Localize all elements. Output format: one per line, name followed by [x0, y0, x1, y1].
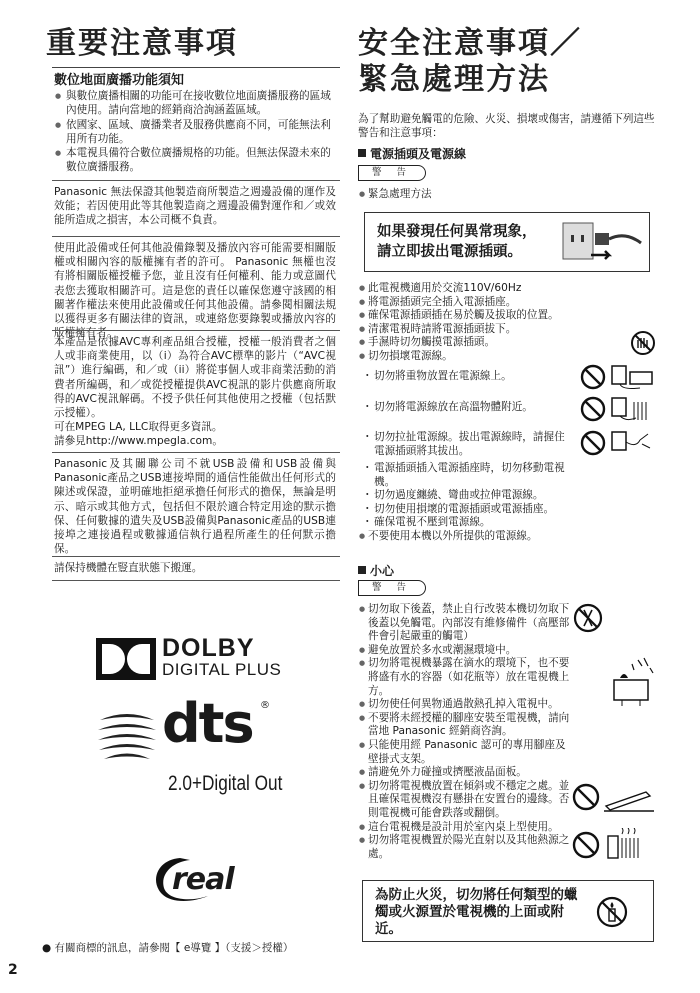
power-section-heading: [358, 145, 466, 162]
divider: [52, 580, 340, 581]
safety-title-line1: 安全注意事項／: [358, 26, 582, 61]
list-item: ● 清潔電視時請將電源插頭拔下。: [358, 323, 658, 337]
digital-broadcast-list: [54, 89, 336, 174]
sub-item: ・ 切勿拉扯電源線。拔出電源線時，請握住電源插頭將其拔出。: [358, 431, 570, 458]
power-list: [358, 282, 658, 364]
no-heat-sun-icon: [572, 828, 656, 862]
cord-subitem-2: [358, 401, 568, 415]
no-unstable-placement-icon: [572, 780, 656, 814]
dolby-logo: [96, 636, 296, 682]
list-item: ● 手濕時切勿觸摸電源插頭。: [358, 336, 658, 350]
sub-item: ・ 切勿將重物放置在電源線上。: [358, 370, 568, 384]
list-item: ● 切勿將電視機暴露在滴水的環境下，也不要將盛有水的容器（如花瓶等）放在電視機上方。: [358, 657, 572, 698]
cord-subitems-rest: [358, 462, 658, 544]
fire-warning-box: [362, 880, 654, 942]
power-heading-text: 電源插頭及電源線: [370, 147, 467, 161]
no-wet-hands-icon: [630, 330, 656, 356]
no-candle-icon: [595, 895, 629, 929]
no-heavy-object-icon: [580, 362, 656, 392]
dts-logo: [96, 692, 306, 804]
no-disassembly-icon: [572, 602, 604, 634]
list-item: ● 切勿使任何異物通過散熱孔掉入電視中。: [358, 698, 668, 712]
dts-registered-mark: ®: [260, 700, 270, 711]
list-item: ● 緊急處理方法: [358, 188, 432, 202]
sub-item: ・ 切勿使用損壞的電源插頭或電源插座。: [358, 503, 658, 517]
emergency-label: [358, 188, 432, 202]
list-item: ● 不要使用本機以外所提供的電源線。: [358, 530, 658, 544]
avc-notice: [52, 331, 340, 449]
safety-intro: 為了幫助避免觸電的危險、火災、損壞或傷害，請遵循下列這些警告和注意事項：: [358, 113, 655, 139]
emergency-line1: 如果發現任何異常現象，: [377, 224, 537, 240]
list-item: ● 將電源插頭完全插入電源插座。: [358, 296, 658, 310]
emergency-line2: 請立即拔出電源插頭。: [377, 244, 522, 260]
list-item: ● 切勿將電視機放置在傾斜或不穩定之處。並且確保電視機沒有懸掛在安置台的邊緣。否則電視機可能會跌落或翻倒。: [358, 780, 572, 821]
cord-subitem-3: [358, 431, 570, 458]
sub-item: ・ 確保電視不壓到電源線。: [358, 516, 658, 530]
footnote-text: 有關商標的訊息，請參閱【 e導覽 】（支援＞授權）: [54, 942, 294, 954]
list-item: ● 這台電視機是設計用於室內桌上型使用。: [358, 821, 668, 835]
dts-subtitle: 2.0+Digital Out: [168, 772, 283, 795]
list-item: ● 切勿取下後蓋，禁止自行改裝本機切勿取下後蓋以免觸電。內部沒有維修備件（高壓部件會引起嚴重的觸電）: [358, 603, 572, 644]
page-title: 重要注意事項: [46, 26, 238, 61]
real-logo: [150, 852, 260, 906]
list-item: ● 此電視機適用於交流110V/60Hz: [358, 282, 658, 296]
copyright-text: 使用此設備或任何其他設備錄製及播放內容可能需要相關版權或相關內容的版權擁有者的許可。 Panasonic 無權也沒有將相關版權授權予您，並且沒有任何權利、能力或意圖代表您去獲取相關許可。這是您的責任以確保您遵守該國的相關著作權法來使用此設備或任何其他設備。請參閱相關法規以獲得更多有關法律的資訊，或連絡您要錄製或播放內容的版權擁有者。: [54, 242, 336, 340]
sub-item: ・ 切勿過度纏繞、彎曲或拉伸電源線。: [358, 489, 658, 503]
square-bullet-icon: [358, 149, 366, 157]
upright-notice: [52, 557, 340, 575]
guarantee-text: Panasonic 無法保證其他製造商所製造之週邊設備的運作及效能；若因使用此等其他製造商之週邊設備對運作和／或效能所造成之損害，本公司概不負責。: [54, 186, 336, 227]
warning-label: 警 告: [358, 165, 426, 181]
fire-warning-text: 為防止火災，切勿將任何類型的蠟燭或火源置於電視機的上面或附近。: [375, 887, 578, 937]
list-item: ● 避免放置於多水或潮濕環境中。: [358, 644, 668, 658]
square-bullet-icon: [358, 566, 366, 574]
caution-section-heading: [358, 562, 394, 579]
real-wordmark: real: [172, 862, 234, 897]
list-item: ● 切勿損壞電源線。: [358, 350, 658, 364]
list-item: ● 與數位廣播相關的功能可在接收數位地面廣播服務的區域內使用。請向當地的經銷商洽詢涵蓋區域。: [54, 89, 336, 117]
list-item: ● 依國家、區域、廣播業者及服務供應商不同，可能無法利用所有功能。: [54, 118, 336, 146]
list-item: ● 不要將未經授權的腳座安裝至電視機，請向當地 Panasonic 經銷商咨詢。: [358, 712, 572, 739]
dolby-wordmark: DOLBY: [162, 634, 255, 662]
trademark-footnote: ● 有關商標的訊息，請參閱【 e導覽 】（支援＞授權）: [42, 942, 294, 954]
avc-link[interactable]: 請參見http://www.mpegla.com。: [54, 435, 223, 448]
page-number: 2: [8, 962, 18, 978]
list-item: ● 只能使用經 Panasonic 認可的專用腳座及壁掛式支架。: [358, 739, 572, 766]
sub-item: ・ 電源插頭插入電源插座時，切勿移動電視機。: [358, 462, 574, 489]
avc-more-info: 可在MPEG LA, LLC取得更多資訊。: [54, 421, 223, 434]
digital-broadcast-notice: [52, 67, 340, 174]
no-heat-source-icon: [580, 394, 656, 424]
usb-notice: [52, 453, 340, 556]
dolby-subtitle: DIGITAL PLUS: [162, 660, 282, 679]
safety-title-line2: 緊急處理方法: [358, 62, 550, 97]
guarantee-notice: [52, 181, 340, 228]
dts-swoosh-icon: [96, 710, 158, 762]
upright-text: 請保持機體在豎直狀態下搬運。: [54, 562, 203, 574]
dolby-double-d-icon: [96, 638, 156, 680]
digital-broadcast-heading: 數位地面廣播功能須知: [54, 73, 185, 88]
dts-wordmark: dts: [162, 692, 253, 755]
list-item: ● 切勿將電視機置於陽光直射以及其他熱源之處。: [358, 834, 572, 861]
emergency-box: [364, 212, 650, 272]
no-pulling-cord-icon: [580, 428, 656, 458]
unplug-icon: [561, 219, 645, 265]
no-water-icon: [608, 656, 658, 708]
cord-subitem-1: [358, 370, 568, 384]
caution-heading-text: 小心: [370, 564, 395, 578]
caution-list: [358, 603, 572, 861]
sub-item: ・ 切勿將電源線放在高溫物體附近。: [358, 401, 568, 415]
warning-label: 警 告: [358, 580, 426, 596]
avc-text: 本產品是依據AVC專利產品組合授權，授權一般消費者之個人或非商業使用，以（i）為符合AVC標準的影片（“AVC視訊”）進行編碼，和／或（ii）將從事個人或非商業活動的消費者所編碼，和／或從授權提供AVC視訊的影片供應商所取得的AVC視訊解碼。不授予供任何其他使用之授權（包括默示授權）。: [54, 336, 336, 420]
list-item: ● 確保電源插頭插在易於觸及拔取的位置。: [358, 309, 658, 323]
copyright-notice: [52, 237, 340, 340]
emergency-text: [377, 222, 537, 262]
list-item: ● 請避免外力碰撞或擠壓液晶面板。: [358, 766, 572, 780]
list-item: ● 本電視具備符合數位廣播規格的功能。但無法保證未來的數位廣播服務。: [54, 146, 336, 174]
usb-text: Panasonic及其關聯公司不就USB設備和USB設備與Panasonic產品之USB連接埠間的通信性能做出任何形式的陳述或保證，並明確地拒絕承擔任何形式的擔保，無論是明示、暗示或其他方式，包括但不限於適合特定用途的默示擔保、任何數據的遺失及USB設備與Panasonic產品的USB連接埠之連接過程或數據通信執行過程所產生的任何默示擔保。: [54, 458, 336, 556]
